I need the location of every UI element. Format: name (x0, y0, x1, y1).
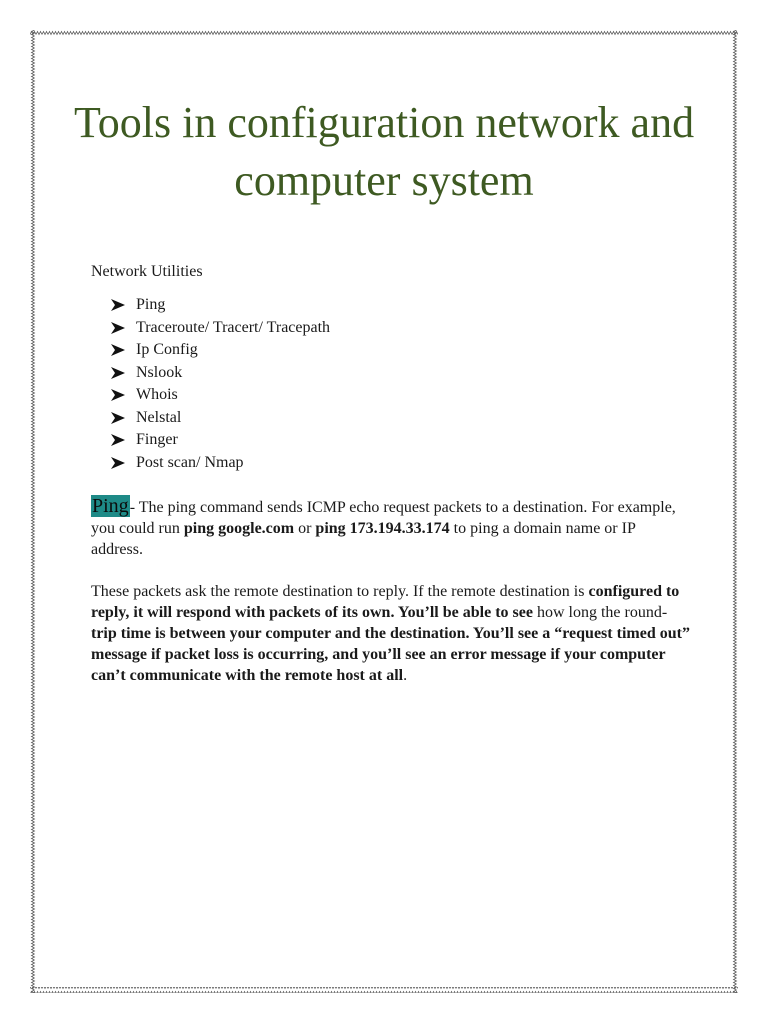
page-title: Tools in configuration network and computer system (73, 98, 695, 205)
packets-paragraph (91, 581, 691, 686)
arrowhead-bullet-icon (110, 456, 128, 470)
arrowhead-bullet-icon (110, 343, 128, 357)
list-item-label: Ip Config (136, 341, 198, 358)
paragraph-text: These packets ask the remote destination to reply. If the remote destination is (91, 583, 589, 600)
list-item-label: Ping (136, 296, 166, 313)
list-item-label: Traceroute/ Tracert/ Tracepath (136, 318, 331, 336)
list-item (110, 452, 330, 475)
arrowhead-bullet-icon (110, 298, 128, 312)
arrowhead-bullet-icon (110, 321, 128, 335)
list-item (110, 362, 330, 385)
section-heading: Network Utilities (91, 263, 203, 280)
arrowhead-bullet-icon (110, 366, 128, 380)
arrowhead-bullet-icon (110, 433, 128, 447)
paragraph-text: how long the round- (532, 604, 668, 621)
paragraph-text: or (294, 520, 316, 537)
arrowhead-bullet-icon (110, 411, 128, 425)
paragraph-bold-text: configured to reply, it will respond with packets of its own. You’ll be able to see (91, 583, 680, 621)
command-example: ping 173.194.33.174 (315, 520, 450, 537)
list-item-label: Nelstal (136, 408, 182, 426)
list-item-label: Whois (136, 386, 178, 403)
list-item (110, 294, 330, 317)
paragraph-text: . (403, 667, 408, 684)
arrowhead-bullet-icon (110, 388, 128, 402)
list-item-label: Post scan/ Nmap (136, 453, 244, 471)
list-item (110, 429, 330, 452)
utility-list (110, 294, 330, 474)
paragraph-text: to ping a domain name or IP address. (91, 520, 636, 558)
ping-paragraph (91, 496, 691, 560)
list-item-label: Nslook (136, 363, 183, 381)
list-item (110, 339, 330, 362)
list-item (110, 384, 330, 407)
paragraph-text: - The ping command sends ICMP echo request packets to a destination. For example, you could run (91, 499, 676, 537)
highlighted-term: Ping (92, 495, 129, 517)
command-example: ping google.com (183, 520, 295, 537)
list-item-label: Finger (136, 431, 178, 448)
paragraph-bold-text: trip time is between your computer and the destination. You’ll see a “request timed out” message if packet loss is occurring, and you’ll see an error message if your computer can’t communicate with the remote host at all (91, 625, 690, 684)
list-item (110, 317, 330, 340)
list-item (110, 407, 330, 430)
